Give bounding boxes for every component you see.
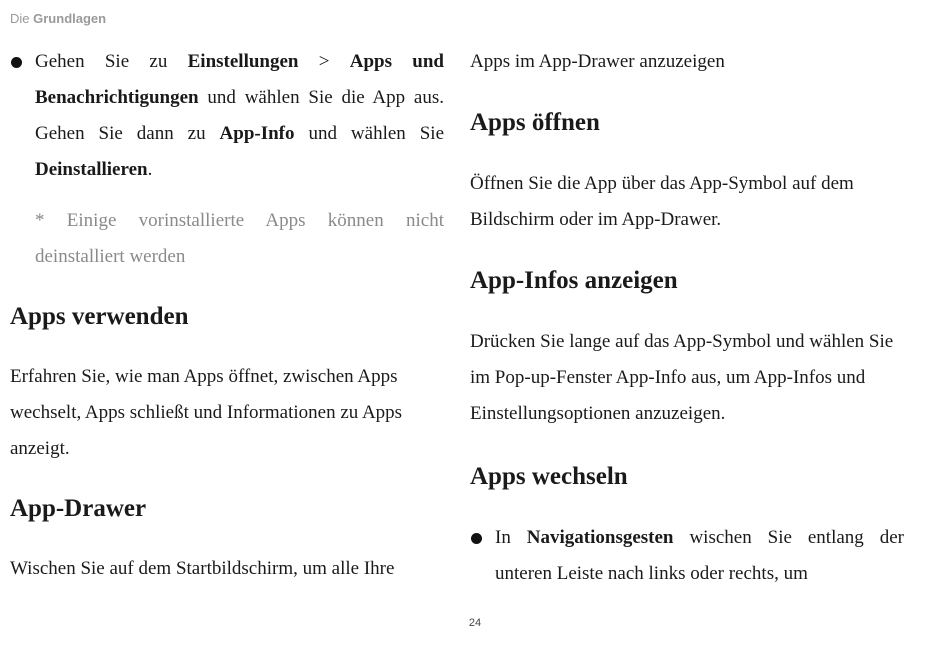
heading-app-infos: App-Infos anzeigen [470, 267, 678, 294]
header-chapter: Grundlagen [33, 11, 107, 26]
running-header [10, 11, 106, 26]
body-apps-oeffnen: Öffnen Sie die App über das App-Symbol auf dem Bildschirm oder im App-Drawer. [470, 173, 854, 230]
body-apps-verwenden: Erfahren Sie, wie man Apps öffnet, zwischen Apps wechselt, Apps schließt und Informationen zu Apps anzeigt. [10, 366, 403, 459]
uninstall-text-1: Gehen Sie zu [35, 51, 188, 72]
term-deinstallieren: Deinstallieren [35, 159, 148, 180]
gestures-text-2: wischen Sie entlang der unteren Leiste nach links oder rechts, um [495, 527, 905, 584]
bullet-dot-icon [471, 533, 482, 544]
term-app-info: App-Info [219, 123, 295, 144]
navigation-gestures-bullet [470, 520, 904, 592]
uninstall-text-2: > [298, 51, 350, 72]
bullet-dot-icon [11, 57, 22, 68]
term-apps-benachrichtigungen: Apps und Benachrichtigungen [35, 51, 444, 108]
body-app-drawer: Wischen Sie auf dem Startbildschirm, um alle Ihre [10, 558, 395, 579]
heading-apps-verwenden: Apps verwenden [10, 303, 189, 330]
term-einstellungen: Einstellungen [187, 51, 299, 72]
page-number: 24 [468, 617, 482, 629]
app-drawer-continuation: Apps im App-Drawer anzuzeigen [470, 51, 725, 72]
term-navigationsgesten: Navigationsgesten [526, 527, 674, 548]
body-app-infos: Drücken Sie lange auf das App-Symbol und wählen Sie im Pop-up-Fenster App-Info aus, um App-Infos und Einstellungsoptionen anzuzeigen. [470, 331, 894, 424]
header-prefix: Die [10, 11, 30, 26]
heading-app-drawer: App-Drawer [10, 495, 147, 522]
uninstall-text-5: . [147, 159, 153, 180]
uninstall-bullet [10, 44, 444, 188]
left-column [10, 44, 444, 587]
uninstall-text-3: und wählen Sie die App aus. Gehen Sie dann zu [35, 87, 444, 144]
preinstalled-apps-note: * Einige vorinstallierte Apps können nicht deinstalliert werden [35, 210, 444, 267]
right-column [470, 44, 904, 592]
heading-apps-oeffnen: Apps öffnen [470, 109, 600, 136]
gestures-text-1: In [495, 527, 527, 548]
heading-apps-wechseln: Apps wechseln [470, 463, 628, 490]
uninstall-text-4: und wählen Sie [294, 123, 444, 144]
